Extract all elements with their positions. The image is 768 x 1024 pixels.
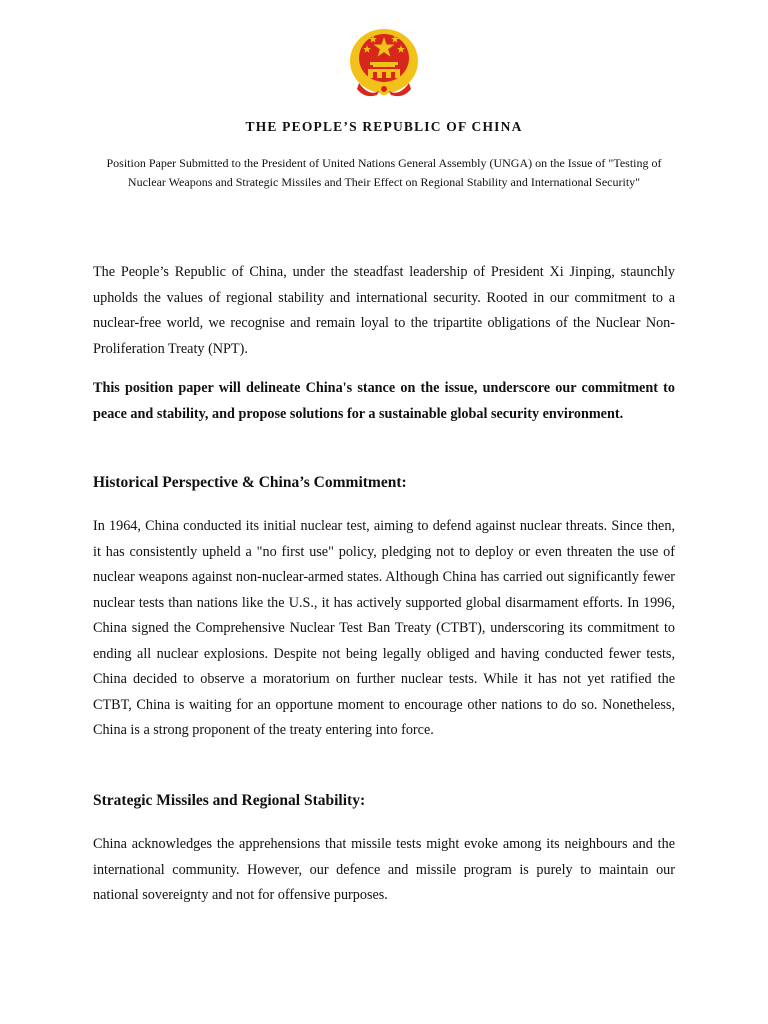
document-title: THE PEOPLE’S REPUBLIC OF CHINA (245, 119, 523, 134)
intro-bold-paragraph: This position paper will delineate China's stance on the issue, underscore our commitment to peace and stability, and propose solutions for a sustainable global security environment. (93, 380, 675, 422)
section-body-history: In 1964, China conducted its initial nuclear test, aiming to defend against nuclear threats. Since then, it has consistently upheld a "no first use" policy, pledging not to deploy or even threaten the use of nuclear weapons against non-nuclear-armed states. Although China has carried out significantly fewer nuclear tests than nations like the U.S., it has actively supported global disarmament efforts. In 1996, China signed the Comprehensive Nuclear Test Ban Treaty (CTBT), underscoring its commitment to ending all nuclear explosions. Despite not being legally obliged and having conducted fewer tests, China decided to observe a moratorium on further nuclear tests. While it has not yet ratified the CTBT, China is waiting for an opportune moment to encourage other nations to do so. Nonetheless, China is a strong proponent of the treaty entering into force. (93, 518, 675, 738)
document-subtitle: Position Paper Submitted to the President of United Nations General Assembly (UNGA) on the Issue of "Testing of Nuclear Weapons and Strategic Missiles and Their Effect on Regional Stability and International Security" (106, 156, 662, 189)
section-body-missiles: China acknowledges the apprehensions that missile tests might evoke among its neighbours and the international community. However, our defence and missile program is purely to maintain our national sovereignty and not for offensive purposes. (93, 836, 675, 903)
national-emblem-icon (349, 27, 419, 99)
intro-paragraph: The People’s Republic of China, under the steadfast leadership of President Xi Jinping, staunchly upholds the values of regional stability and international security. Rooted in our commitment to a nuclear-free world, we recognise and remain loyal to the tripartite obligations of the Nuclear Non-Proliferation Treaty (NPT). (93, 264, 675, 357)
section-heading-history: Historical Perspective & China’s Commitment: (93, 474, 407, 491)
section-heading-missiles: Strategic Missiles and Regional Stability: (93, 792, 366, 809)
